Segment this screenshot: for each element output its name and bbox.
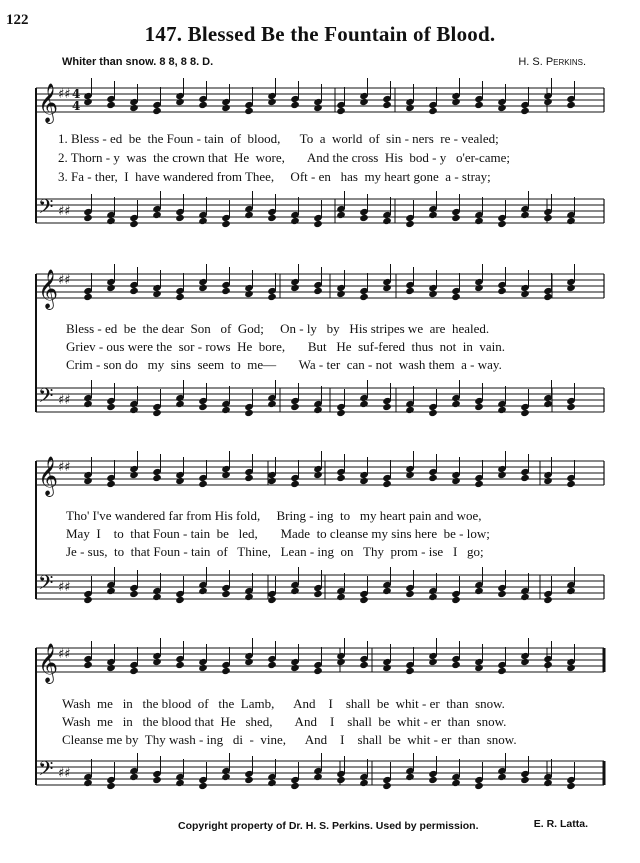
lyricist-credit: E. R. Latta.: [533, 818, 588, 830]
treble-clef-icon: 𝄞: [38, 269, 59, 309]
note-head: [152, 776, 162, 784]
note-head: [451, 477, 461, 485]
tune-info: Whiter than snow. 8 8, 8 8. D.: [62, 56, 214, 68]
note-head: [359, 779, 369, 787]
note-head: [129, 773, 139, 781]
note-head: [198, 217, 208, 225]
key-signature-sharps: ♯♯: [58, 204, 71, 219]
note-head: [290, 403, 300, 411]
note-head: [290, 101, 300, 109]
note-head: [497, 406, 507, 414]
system-3-verse-3: Je - sus, to that Foun - tain of Thine, Lean - ing on Thy prom - ise I go;: [66, 544, 484, 559]
note-head: [566, 101, 576, 109]
note-head: [336, 409, 346, 417]
note-head: [382, 284, 392, 292]
note-head: [566, 284, 576, 292]
note-head: [221, 667, 231, 675]
note-head: [336, 593, 346, 601]
note-head: [497, 220, 507, 228]
hymn-title: 147. Blessed Be the Fountain of Blood.: [144, 22, 496, 46]
note-head: [290, 664, 300, 672]
note-head: [520, 593, 530, 601]
note-head: [175, 98, 185, 106]
note-head: [267, 596, 277, 604]
note-head: [336, 290, 346, 298]
note-head: [543, 477, 553, 485]
note-head: [451, 661, 461, 669]
note-head: [129, 287, 139, 295]
note-head: [566, 782, 576, 790]
note-head: [566, 217, 576, 225]
note-head: [428, 107, 438, 115]
note-head: [543, 214, 553, 222]
note-head: [336, 658, 346, 666]
treble-clef-icon: 𝄞: [38, 643, 59, 683]
note-head: [198, 587, 208, 595]
note-head: [520, 474, 530, 482]
note-head: [83, 293, 93, 301]
system-2-verse-3: Crim - son do my sins seem to me— Wa - ter can - not wash them a - way.: [66, 357, 502, 372]
note-head: [83, 98, 93, 106]
note-head: [267, 98, 277, 106]
note-head: [290, 480, 300, 488]
note-head: [451, 779, 461, 787]
note-head: [175, 400, 185, 408]
note-head: [267, 293, 277, 301]
treble-clef-icon: 𝄞: [38, 456, 59, 496]
note-head: [566, 587, 576, 595]
note-head: [290, 587, 300, 595]
note-head: [198, 403, 208, 411]
note-head: [382, 101, 392, 109]
note-head: [474, 480, 484, 488]
note-head: [359, 661, 369, 669]
note-head: [359, 293, 369, 301]
key-signature-sharps: ♯♯: [58, 647, 71, 662]
note-head: [474, 284, 484, 292]
note-head: [106, 284, 116, 292]
note-head: [405, 773, 415, 781]
note-head: [359, 98, 369, 106]
note-head: [497, 471, 507, 479]
note-head: [474, 664, 484, 672]
note-head: [198, 782, 208, 790]
note-head: [405, 590, 415, 598]
note-head: [267, 779, 277, 787]
note-head: [198, 284, 208, 292]
note-head: [405, 287, 415, 295]
note-head: [382, 403, 392, 411]
note-head: [382, 217, 392, 225]
note-head: [267, 661, 277, 669]
note-head: [244, 474, 254, 482]
note-head: [244, 593, 254, 601]
note-head: [497, 590, 507, 598]
note-head: [106, 480, 116, 488]
note-head: [152, 290, 162, 298]
note-head: [566, 403, 576, 411]
note-head: [175, 293, 185, 301]
note-head: [244, 211, 254, 219]
note-head: [244, 776, 254, 784]
note-head: [152, 593, 162, 601]
note-head: [336, 776, 346, 784]
note-head: [267, 400, 277, 408]
note-head: [428, 211, 438, 219]
note-head: [313, 590, 323, 598]
note-head: [152, 474, 162, 482]
note-head: [428, 474, 438, 482]
note-head: [83, 596, 93, 604]
note-head: [290, 782, 300, 790]
note-head: [497, 287, 507, 295]
note-head: [83, 661, 93, 669]
note-head: [244, 658, 254, 666]
note-head: [267, 477, 277, 485]
note-head: [428, 290, 438, 298]
system-2-verse-2: Griev - ous were the sor - rows He bore, But He suf-fered thus not in vain.: [66, 339, 506, 354]
note-head: [267, 214, 277, 222]
note-head: [520, 211, 530, 219]
system-1-verse-1: 1. Bless - ed be the Foun - tain of blood, To a world of sin - ners re - vealed;: [58, 131, 499, 146]
note-head: [244, 409, 254, 417]
note-head: [543, 293, 553, 301]
key-signature-sharps: ♯♯: [58, 393, 71, 408]
note-head: [566, 480, 576, 488]
note-head: [451, 400, 461, 408]
note-head: [221, 773, 231, 781]
note-head: [221, 104, 231, 112]
note-head: [83, 214, 93, 222]
note-head: [198, 101, 208, 109]
note-head: [152, 658, 162, 666]
note-head: [520, 776, 530, 784]
key-signature-sharps: ♯♯: [58, 766, 71, 781]
bass-clef-icon: 𝄢: [38, 571, 54, 599]
note-head: [152, 409, 162, 417]
note-head: [106, 403, 116, 411]
note-head: [405, 220, 415, 228]
key-signature-sharps: ♯♯: [58, 580, 71, 595]
note-head: [313, 287, 323, 295]
key-signature-sharps: ♯♯: [58, 87, 71, 102]
note-head: [428, 776, 438, 784]
note-head: [520, 290, 530, 298]
note-head: [313, 773, 323, 781]
note-head: [83, 400, 93, 408]
note-head: [106, 587, 116, 595]
note-head: [497, 773, 507, 781]
note-head: [175, 214, 185, 222]
note-head: [359, 400, 369, 408]
system-4-verse-2: Wash me in the blood that He shed, And I shall be whit - er than snow.: [62, 714, 507, 729]
note-head: [106, 782, 116, 790]
note-head: [566, 664, 576, 672]
note-head: [451, 214, 461, 222]
note-head: [428, 658, 438, 666]
note-head: [359, 596, 369, 604]
note-head: [405, 667, 415, 675]
note-head: [405, 471, 415, 479]
note-head: [543, 98, 553, 106]
note-head: [221, 590, 231, 598]
note-head: [106, 101, 116, 109]
note-head: [106, 664, 116, 672]
key-signature-sharps: ♯♯: [58, 460, 71, 475]
note-head: [129, 220, 139, 228]
note-head: [474, 587, 484, 595]
note-head: [175, 477, 185, 485]
note-head: [359, 214, 369, 222]
note-head: [382, 664, 392, 672]
note-head: [83, 779, 93, 787]
note-head: [129, 471, 139, 479]
note-head: [83, 477, 93, 485]
note-head: [474, 782, 484, 790]
note-head: [451, 98, 461, 106]
note-head: [313, 471, 323, 479]
note-head: [129, 104, 139, 112]
note-head: [336, 211, 346, 219]
note-head: [244, 290, 254, 298]
key-signature-sharps: ♯♯: [58, 273, 71, 288]
note-head: [336, 107, 346, 115]
note-head: [543, 661, 553, 669]
note-head: [543, 596, 553, 604]
note-head: [405, 406, 415, 414]
note-head: [175, 661, 185, 669]
note-head: [520, 409, 530, 417]
note-head: [221, 406, 231, 414]
note-head: [290, 284, 300, 292]
note-head: [221, 287, 231, 295]
time-signature: 4: [72, 99, 81, 113]
note-head: [313, 220, 323, 228]
note-head: [313, 667, 323, 675]
bass-clef-icon: 𝄢: [38, 757, 54, 785]
note-head: [428, 409, 438, 417]
note-head: [106, 217, 116, 225]
note-head: [543, 400, 553, 408]
note-head: [198, 480, 208, 488]
note-head: [152, 211, 162, 219]
note-head: [474, 217, 484, 225]
note-head: [221, 220, 231, 228]
note-head: [497, 104, 507, 112]
note-head: [175, 779, 185, 787]
note-head: [428, 593, 438, 601]
note-head: [336, 474, 346, 482]
copyright-notice: Copyright property of Dr. H. S. Perkins. Used by permission.: [178, 820, 479, 832]
note-head: [129, 667, 139, 675]
note-head: [244, 107, 254, 115]
note-head: [152, 107, 162, 115]
note-head: [290, 217, 300, 225]
note-head: [129, 590, 139, 598]
system-4-verse-3: Cleanse me by Thy wash - ing di - vine, And I shall be whit - er than snow.: [62, 732, 517, 747]
note-head: [198, 664, 208, 672]
note-head: [382, 587, 392, 595]
note-head: [313, 104, 323, 112]
note-head: [359, 477, 369, 485]
note-head: [382, 782, 392, 790]
system-1-verse-3: 3. Fa - ther, I have wandered from Thee, Oft - en has my heart gone a - stray;: [58, 169, 491, 184]
note-head: [221, 471, 231, 479]
note-head: [129, 406, 139, 414]
note-head: [405, 104, 415, 112]
treble-clef-icon: 𝄞: [38, 83, 59, 123]
system-1-verse-2: 2. Thorn - y was the crown that He wore, And the cross His bod - y o'er-came;: [58, 150, 511, 165]
note-head: [497, 667, 507, 675]
note-head: [175, 596, 185, 604]
system-3-verse-2: May I to that Foun - tain be led, Made to cleanse my sins here be - low;: [66, 526, 490, 541]
composer-credit: H. S. Perkins.: [518, 56, 586, 68]
note-head: [451, 293, 461, 301]
system-3-verse-1: Tho' I've wandered far from His fold, Bring - ing to my heart pain and woe,: [66, 508, 482, 523]
system-2-verse-1: Bless - ed be the dear Son of God; On - ly by His stripes we are healed.: [66, 321, 490, 336]
note-head: [451, 596, 461, 604]
note-head: [474, 101, 484, 109]
note-head: [382, 480, 392, 488]
bass-clef-icon: 𝄢: [38, 195, 54, 223]
note-head: [520, 658, 530, 666]
time-signature: 4: [72, 87, 81, 101]
note-head: [474, 403, 484, 411]
system-4-verse-1: Wash me in the blood of the Lamb, And I shall be whit - er than snow.: [62, 696, 505, 711]
note-head: [543, 779, 553, 787]
bass-clef-icon: 𝄢: [38, 384, 54, 412]
note-head: [313, 406, 323, 414]
note-head: [520, 107, 530, 115]
page-number: 122: [6, 12, 29, 28]
